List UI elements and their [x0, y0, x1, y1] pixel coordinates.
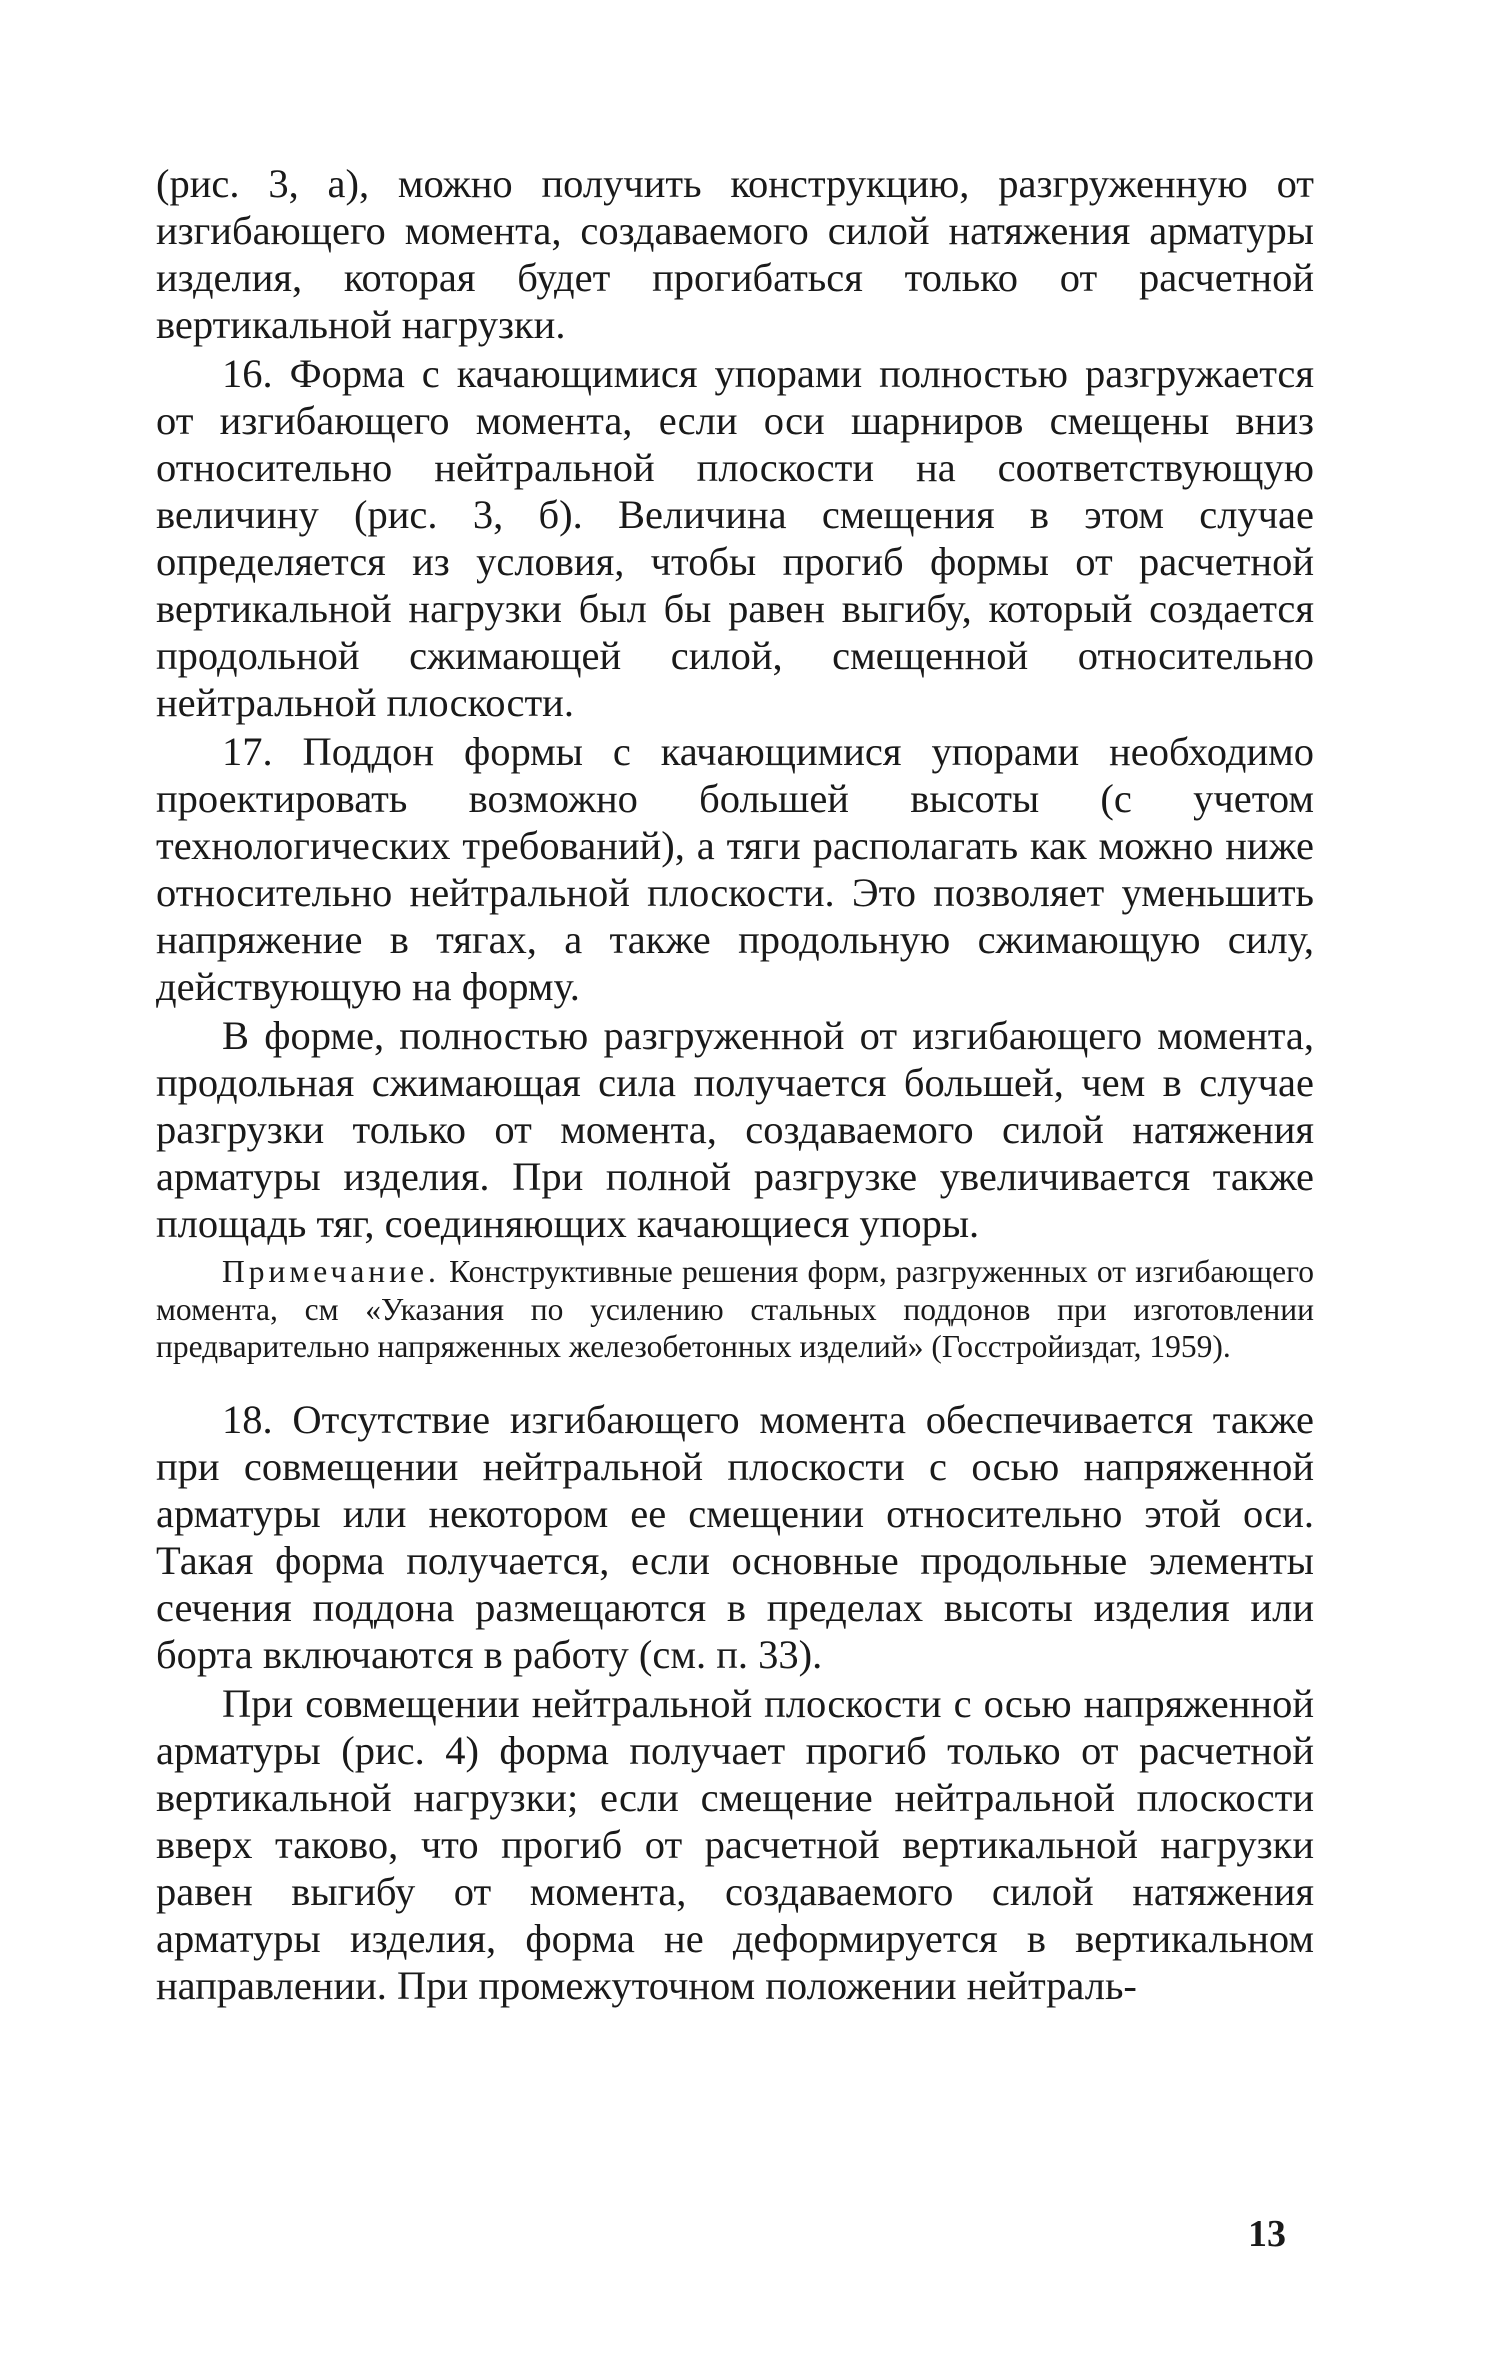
paragraph-item-16: 16. Форма с качающимися упорами полностью разгружается от изгибающего момента, если оси шарниров смещены вниз относительно нейтральной плоскости на соответствующую величину (рис. 3, б). Величина смещения в этом случае определяется из условия, чтобы прогиб формы от расчетной вертикальной нагрузки был бы равен выгибу, который создается продольной сжимающей силой, смещенной относительно нейтральной плоскости. [156, 351, 1314, 725]
paragraph-item-18: 18. Отсутствие изгибающего момента обеспечивается также при совмещении нейтральной плоскости с осью напряженной арматуры или некотором ее смещении относительно этой оси. Такая форма получается, если основные продольные элементы сечения поддона размещаются в пределах высоты изделия или борта включаются в работу (см. п. 33). [156, 1396, 1314, 1677]
page-number: 13 [1248, 2213, 1286, 2255]
page-body [156, 160, 1314, 2011]
note-text: Конструктивные решения форм, разгруженных от изгибающего момента, см «Указания по усилению стальных поддонов при изготовлении предварительно напряженных железобетонных изделий» (Госстройиздат, 1959). [156, 1254, 1314, 1364]
note-heading: Примечание. [222, 1254, 440, 1289]
paragraph-continuation: (рис. 3, а), можно получить конструкцию, разгруженную от изгибающего момента, создаваемого силой натяжения арматуры изделия, которая будет прогибаться только от расчетной вертикальной нагрузки. [156, 161, 1314, 347]
paragraph-item-17-continued: В форме, полностью разгруженной от изгибающего момента, продольная сжимающая сила получается большей, чем в случае разгрузки только от момента, создаваемого силой натяжения арматуры изделия. При полной разгрузке увеличивается также площадь тяг, соединяющих качающиеся упоры. [156, 1013, 1314, 1246]
paragraph-item-17: 17. Поддон формы с качающимися упорами необходимо проектировать возможно большей высоты (с учетом технологических требований), а тяги располагать как можно ниже относительно нейтральной плоскости. Это позволяет уменьшить напряжение в тягах, а также продольную сжимающую силу, действующую на форму. [156, 729, 1314, 1009]
paragraph-item-18-continued: При совмещении нейтральной плоскости с осью напряженной арматуры (рис. 4) форма получает прогиб только от расчетной вертикальной нагрузки; если смещение нейтральной плоскости вверх таково, что прогиб от расчетной вертикальной нагрузки равен выгибу от момента, создаваемого силой натяжения арматуры изделия, форма не деформируется в вертикальном направлении. При промежуточном положении нейтраль- [156, 1680, 1314, 2008]
footnote-note [156, 1253, 1314, 1366]
